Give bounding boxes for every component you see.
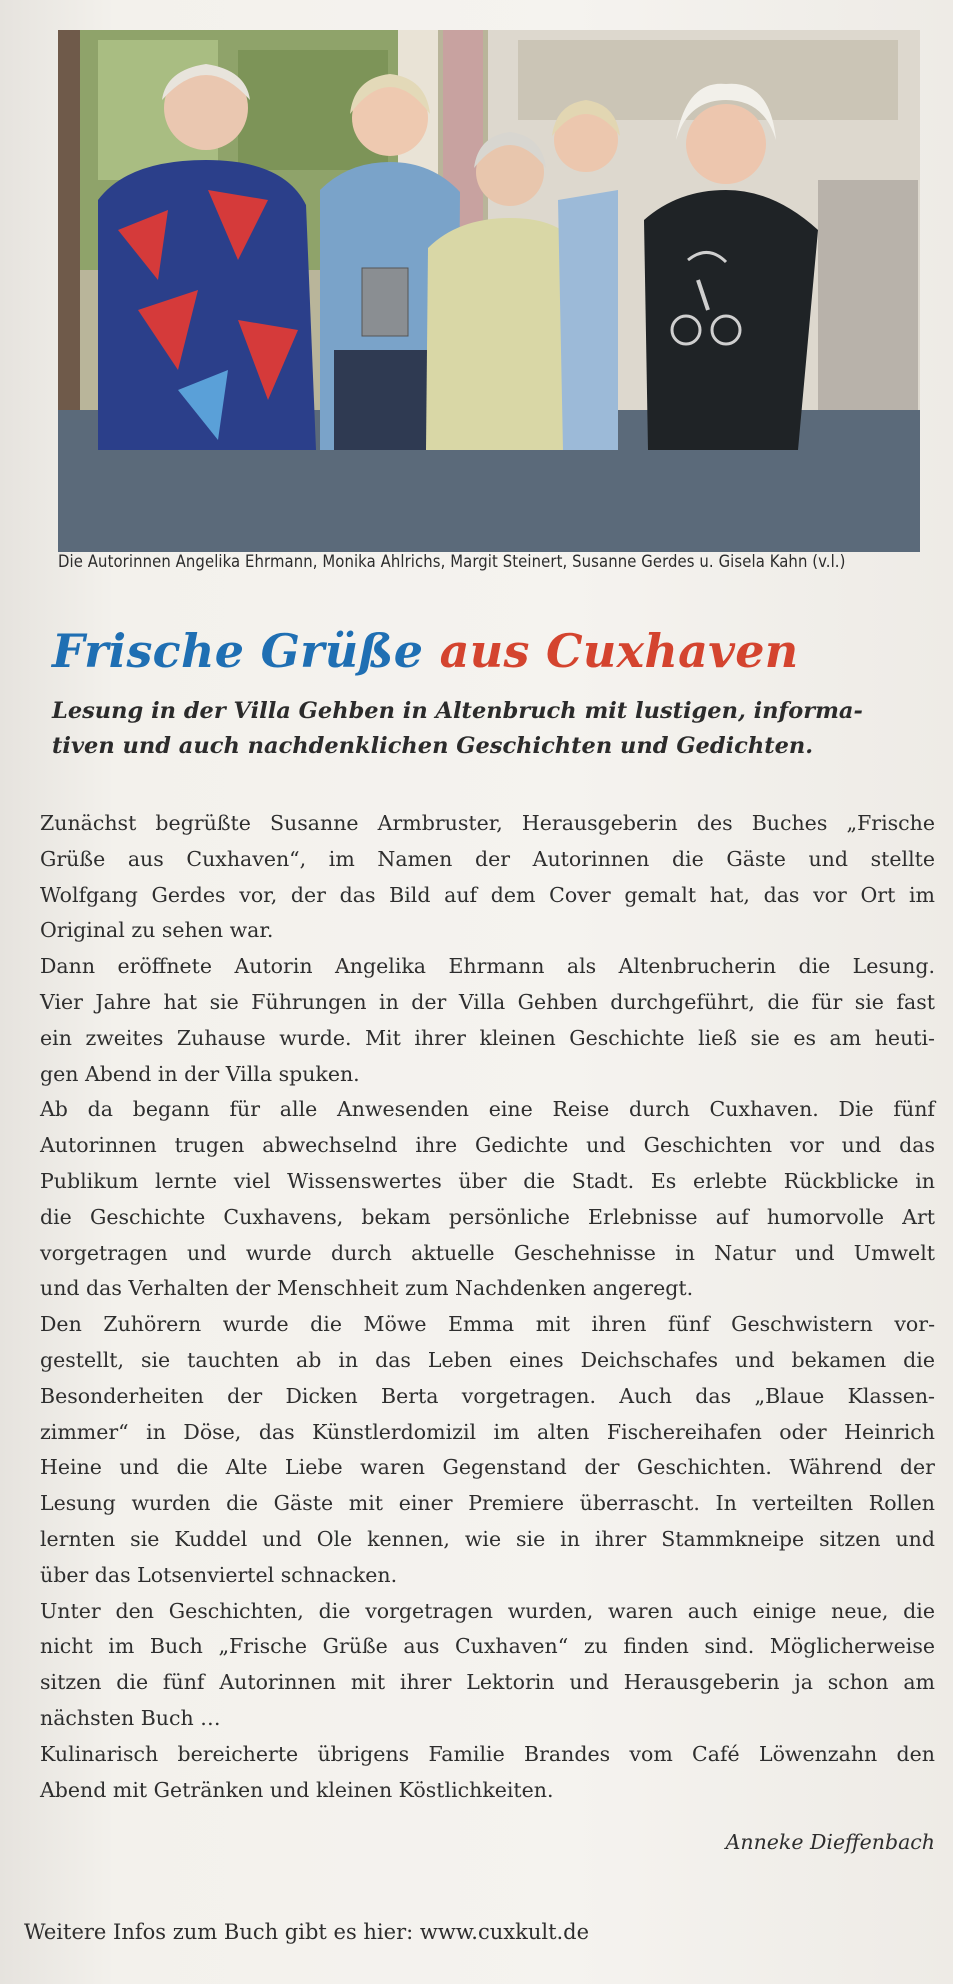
group-photo-illustration xyxy=(58,30,920,552)
body-line: Den Zuhörern wurde die Möwe Emma mit ihren fünf Geschwistern vor- xyxy=(40,1312,935,1337)
subhead-line: Lesung in der Villa Gehben in Altenbruch mit lustigen, informa- xyxy=(52,698,863,724)
body-line: Zunächst begrüßte Susanne Armbruster, Herausgeberin des Buches „Frische xyxy=(40,811,935,835)
body-line: die Geschichte Cuxhavens, bekam persönliche Erlebnisse auf humorvolle Art xyxy=(40,1204,935,1229)
body-line: Vier Jahre hat sie Führungen in der Villa Gehben durchgeführt, die für sie fast xyxy=(40,989,935,1014)
body-line: Autorinnen trugen abwechselnd ihre Gedichte und Geschichten vor und das xyxy=(40,1133,935,1158)
headline-part-blue: Frische Grüße xyxy=(52,624,424,678)
body-line: Heine und die Alte Liebe waren Gegenstand der Geschichten. Während der xyxy=(40,1455,935,1480)
body-line: Lesung wurden die Gäste mit einer Premiere überrascht. In verteilten Rollen xyxy=(40,1491,935,1516)
article-headline xyxy=(52,624,799,678)
footer-info: Weitere Infos zum Buch gibt es hier: www.cuxkult.de xyxy=(24,1920,590,1944)
body-line: sitzen die fünf Autorinnen mit ihrer Lektorin und Herausgeberin ja schon am xyxy=(40,1670,935,1695)
body-line: Ab da begann für alle Anwesenden eine Reise durch Cuxhaven. Die fünf xyxy=(40,1097,935,1122)
article-body xyxy=(40,806,935,1808)
body-line: Publikum lernte viel Wissenswertes über die Stadt. Es erlebte Rückblicke in xyxy=(40,1168,935,1193)
subhead-line: tiven und auch nachdenklichen Geschichten und Gedichten. xyxy=(52,733,814,759)
body-line: ein zweites Zuhause wurde. Mit ihrer kleinen Geschichte ließ sie es am heuti- xyxy=(40,1025,935,1050)
body-line: und das Verhalten der Menschheit zum Nachdenken angeregt. xyxy=(40,1276,694,1301)
body-line: über das Lotsenviertel schnacken. xyxy=(40,1562,398,1587)
body-line: Abend mit Getränken und kleinen Köstlichkeiten. xyxy=(40,1777,554,1802)
body-line: Kulinarisch bereicherte übrigens Familie Brandes vom Café Löwenzahn den xyxy=(40,1741,935,1766)
body-line: Unter den Geschichten, die vorgetragen wurden, waren auch einige neue, die xyxy=(40,1598,935,1623)
body-line: zimmer“ in Döse, das Künstlerdomizil im alten Fischereihafen oder Heinrich xyxy=(40,1419,935,1444)
body-line: vorgetragen und wurde durch aktuelle Geschehnisse in Natur und Umwelt xyxy=(40,1240,935,1265)
author-signature: Anneke Dieffenbach xyxy=(725,1830,935,1854)
body-line: lernten sie Kuddel und Ole kennen, wie sie in ihrer Stammkneipe sitzen und xyxy=(40,1526,935,1551)
body-line: gestellt, sie tauchten ab in das Leben eines Deichschafes und bekamen die xyxy=(40,1347,935,1372)
body-line: gen Abend in der Villa spuken. xyxy=(40,1061,360,1086)
body-line: Dann eröffnete Autorin Angelika Ehrmann als Altenbrucherin die Lesung. xyxy=(40,954,935,979)
body-line: nächsten Buch … xyxy=(40,1705,221,1730)
headline-part-red: aus Cuxhaven xyxy=(439,624,799,678)
body-line: nicht im Buch „Frische Grüße aus Cuxhaven“ zu finden sind. Möglicherweise xyxy=(40,1634,935,1659)
article-subheadline xyxy=(52,694,922,764)
group-photo xyxy=(58,30,920,552)
body-line: Grüße aus Cuxhaven“, im Namen der Autorinnen die Gäste und stellte xyxy=(40,846,935,871)
body-line: Besonderheiten der Dicken Berta vorgetragen. Auch das „Blaue Klassen- xyxy=(40,1383,935,1408)
body-line: Wolfgang Gerdes vor, der das Bild auf dem Cover gemalt hat, das vor Ort im xyxy=(40,882,935,907)
body-line: Original zu sehen war. xyxy=(40,918,274,943)
photo-caption: Die Autorinnen Angelika Ehrmann, Monika Ahlrichs, Margit Steinert, Susanne Gerdes u. Gisela Kahn (v.l.) xyxy=(58,552,846,571)
